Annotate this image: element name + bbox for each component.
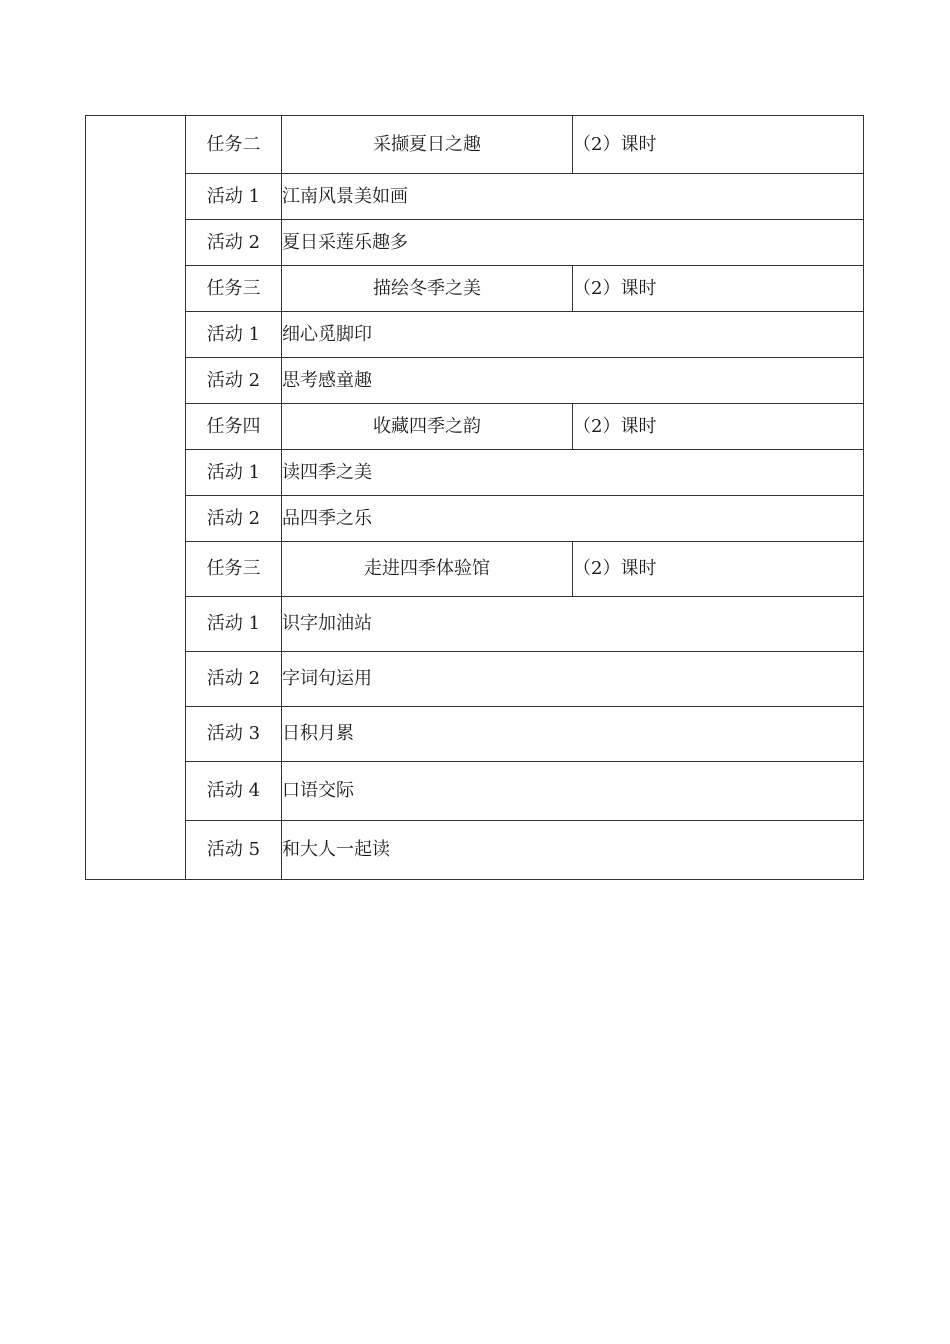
task-title: 描绘冬季之美 — [282, 266, 573, 312]
task-hours: （2）课时 — [573, 404, 864, 450]
activity-row — [86, 762, 864, 821]
activity-name: 口语交际 — [282, 762, 864, 821]
task-label: 任务四 — [186, 404, 282, 450]
activity-label: 活动 3 — [186, 707, 282, 762]
task-title: 采撷夏日之趣 — [282, 116, 573, 174]
activity-label: 活动 2 — [186, 496, 282, 542]
activity-row — [86, 358, 864, 404]
activity-name: 读四季之美 — [282, 450, 864, 496]
lesson-plan-table — [85, 115, 864, 880]
task-title: 走进四季体验馆 — [282, 542, 573, 597]
activity-name: 字词句运用 — [282, 652, 864, 707]
activity-label: 活动 1 — [186, 312, 282, 358]
activity-name: 夏日采莲乐趣多 — [282, 220, 864, 266]
activity-label: 活动 4 — [186, 762, 282, 821]
left-blank-cell — [86, 116, 186, 880]
activity-label: 活动 2 — [186, 358, 282, 404]
activity-name: 和大人一起读 — [282, 821, 864, 880]
activity-name: 日积月累 — [282, 707, 864, 762]
task-label: 任务二 — [186, 116, 282, 174]
activity-row — [86, 312, 864, 358]
task-hours: （2）课时 — [573, 266, 864, 312]
activity-name: 江南风景美如画 — [282, 174, 864, 220]
activity-name: 品四季之乐 — [282, 496, 864, 542]
task-label: 任务三 — [186, 542, 282, 597]
activity-row — [86, 652, 864, 707]
task-hours: （2）课时 — [573, 542, 864, 597]
activity-label: 活动 1 — [186, 597, 282, 652]
task-row — [86, 116, 864, 174]
activity-label: 活动 1 — [186, 450, 282, 496]
activity-name: 细心觅脚印 — [282, 312, 864, 358]
activity-label: 活动 5 — [186, 821, 282, 880]
activity-name: 识字加油站 — [282, 597, 864, 652]
task-row — [86, 542, 864, 597]
activity-row — [86, 597, 864, 652]
activity-row — [86, 821, 864, 880]
activity-row — [86, 496, 864, 542]
activity-row — [86, 220, 864, 266]
task-title: 收藏四季之韵 — [282, 404, 573, 450]
activity-row — [86, 707, 864, 762]
activity-label: 活动 2 — [186, 220, 282, 266]
task-label: 任务三 — [186, 266, 282, 312]
task-hours: （2）课时 — [573, 116, 864, 174]
activity-label: 活动 2 — [186, 652, 282, 707]
activity-row — [86, 450, 864, 496]
activity-row — [86, 174, 864, 220]
activity-label: 活动 1 — [186, 174, 282, 220]
task-row — [86, 266, 864, 312]
task-row — [86, 404, 864, 450]
activity-name: 思考感童趣 — [282, 358, 864, 404]
